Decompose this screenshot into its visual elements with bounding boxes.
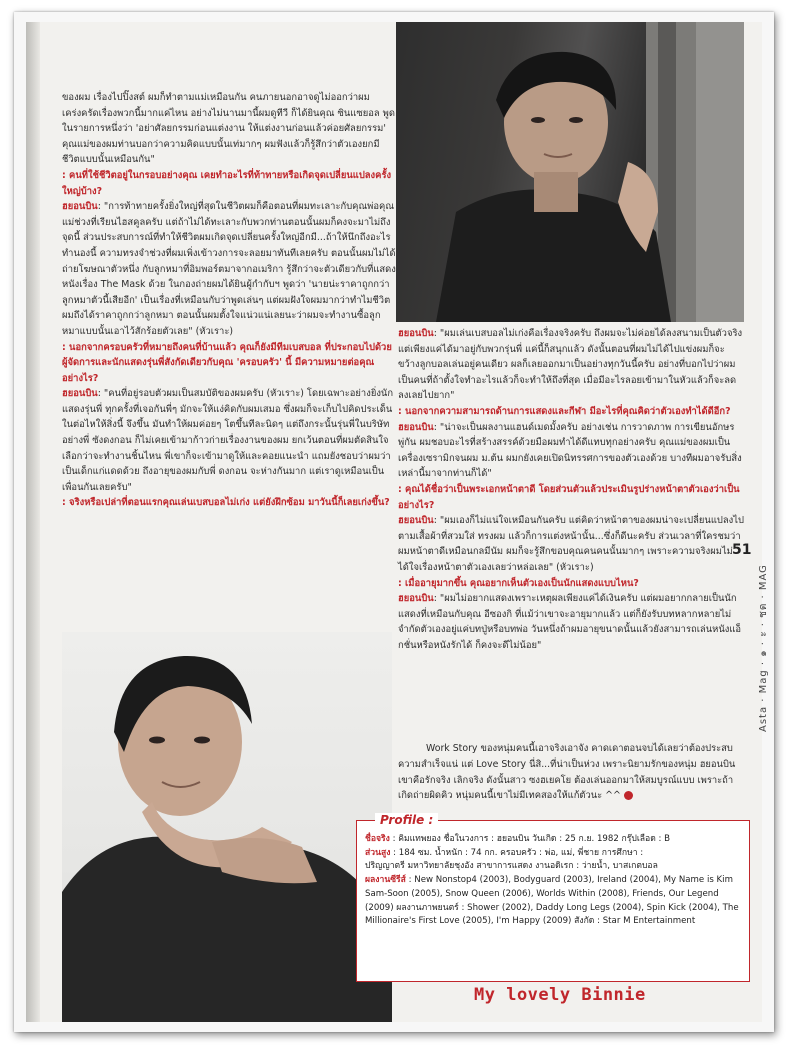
portrait-photo-bottom xyxy=(62,632,392,1022)
profile-title: Profile : xyxy=(375,813,438,827)
answer-text: : "ผมไม่อยากแสดงเพราะเหตุผลเพียงแค่ได้เงินครับ แต่ผมอยากกลายเป็นนักแสดงที่เหมือนกับคุณ อีซองกิ ที่แม้ว่าเขาจะอายุมากแล้ว แต่ก็ยังรับบทหลากหลายไม่จำกัดตัวเองอยู่แค่บทปู่หรือบทพ่อ วันหนึ่งถ้าผมอายุขนาดนั้นแล้วยังสามารถเล่นหนังแอ็กชั่นหรือหนังรักได้ ก็คงจะดีไม่น้อย" xyxy=(398,593,742,651)
left-column xyxy=(62,90,396,511)
profile-value: : 184 ซม. น้ำหนัก : 74 กก. ครอบครัว : พ่อ, แม่, พี่ชาย การศึกษา : xyxy=(390,847,644,858)
question-2 xyxy=(62,340,396,387)
question-text: : นอกจากครอบครัวที่หมายถึงคนที่บ้านแล้ว คุณก็ยังมีทีมเบสบอล ที่ประกอบไปด้วยผู้จัดการและนักแสดงรุ่นพี่สังกัดเดียวกับคุณ 'ครอบครัว' นี้ มีความหมายต่อคุณอย่างไร? xyxy=(62,341,392,384)
side-label-text: Asta · Mag · ๑ · ะ · ชด · MAG xyxy=(758,564,769,732)
answer-7 xyxy=(398,591,744,653)
answer-text: : "น่าจะเป็นผลงานแฮนด์เมดมั้งครับ อย่างเช่น การวาดภาพ การเขียนอักษรพู่กัน ผมชอบอะไรที่สร้างสรรค์ด้วยมือผมทำได้ดีแทบทุกอย่างครับ คุณแม่ของผมเป็นเครื่องเซรามิกจนผม ม.ต้น ผมกยังเคยเปิดนิทรรศการของตัวเองด้วย บางทีผมอาจรับสิ่งเหล่านี้มาจากท่านก็ได้" xyxy=(398,421,742,480)
profile-body xyxy=(365,833,743,929)
answer-6 xyxy=(398,513,744,575)
speaker-label: ฮยอนบิน xyxy=(398,328,434,339)
portrait-photo-top xyxy=(396,22,744,322)
work-story-paragraph xyxy=(398,741,744,803)
portrait-illustration-top xyxy=(396,22,744,322)
question-5 xyxy=(398,404,744,420)
speaker-label: ฮยอนบิน xyxy=(62,388,98,400)
intro-paragraph: ของผม เรื่องไปปิ๊งสต์ ผมก็ทำตามแม่เหมือนกัน คนภายนอกอาจดูไม่ออกว่าผมเคร่งครัดเรื่องพวกนี้มากแค่ไหน อย่างไม่นานมานี้ผมดูทีวี ก็ได้ยินคุณ ซินแซยอล พูดในรายการหนึ่งว่า 'อย่าศัลยกรรมก่อนแต่งงาน ให้แต่งงานก่อนแล้วค่อยศัลยกรรม' คุณแม่ของผมท่านบอกว่าความคิดแบบนั้นเท่มากๆ ผมฟังแล้วก็รู้สึกว่าตัวเองยกมีชีวิตแบบนั้นเหมือนกัน" xyxy=(62,92,395,166)
answer-1 xyxy=(62,199,396,339)
answer-text: : "คนที่อยู่รอบตัวผมเป็นสมบัติของผมครับ (หัวเราะ) โดยเฉพาะอย่างยิ่งนักแสดงรุ่นพี่ ทุกครั้งที่เจอกันพี่ๆ มักจะให้แง่คิดกับผมเสมอ ซึ่งผมก็จะเก็บไปคิดประเด็นในต่อไหให้สิ่งนี้ จึงขึ้น มันทำให้ผมค่อยๆ โตขึ้นทีละนิดๆ แต่ถึงกระนั้นรุ่นพี่ในบริษัทอย่างพี่ ซังดงกอน ก็ไม่เคยเข้ามาก้าวก่ายเรื่องงานของผม ยกเว้นตอนที่ผมตัดสินใจเลือกว่าจะทำงานชิ้นไหน พี่เขาก็จะเข้ามาดูให้และคอยแนะนำ แถมยังชอบว่าผมว่าเป็นเด็กแก่แดดด้วย ถึงอายุของผมกับพี่ ดงกอน จะห่างกันมาก แต่เราดูเหมือนเป็นเพื่อนกันเลยครับ" xyxy=(62,388,394,493)
watermark-text: My lovely Binnie xyxy=(474,985,646,1005)
profile-box xyxy=(356,813,750,982)
speaker-label: ฮยอนบิน xyxy=(398,515,434,527)
question-6 xyxy=(398,482,744,513)
portrait-illustration-bottom xyxy=(62,632,392,1022)
answer-text: : "ผมเล่นเบสบอลไม่เก่งคือเรื่องจริงครับ ถึงผมจะไม่ค่อยได้ลงสนามเป็นตัวจริง แต่เพียงแค่ได้มาอยู่กับพวกรุ่นพี่ แค่นี้ก็สนุกแล้ว ดังนั้นตอนที่ผมไม่ได้ไปแข่งผมก็จะขว้างลูกบอลเล่นอยู่คนเดียว ผลก็เลยออกมาเป็นอย่างทุกวันนี้ครับ อย่างที่บอกไปว่าผมเป็นคนที่ถ้าตั้งใจทำอะไรแล้วก็จะทำให้ถึงที่สุด เมื่อมีอะไรลอยเข้ามาในหัวแล้วก็จะลดลงเลยไปยาก" xyxy=(398,328,743,402)
page-gutter xyxy=(26,22,40,1022)
right-column xyxy=(398,326,744,653)
question-1 xyxy=(62,168,396,199)
answer-text: : "การท้าทายครั้งยิ่งใหญ่ที่สุดในชีวิตผมก็คือตอนที่ผมทะเลาะกับคุณพ่อคุณแม่ช่วงที่เรียนไฮสคูลครับ แต่ถ้าไม่ได้ทะเลาะกับพวกท่านตอนนั้นผมก็คงจะมาไม่ถึงจุดนี้ ส่วนประสบการณ์ที่ทำให้ชีวิตผมเกิดจุดเปลี่ยนครั้งใหญ่อีกมี...ถ้าให้นึกถึงอะไรทำนองนี้ ความทรงจำช่วงที่ผมเพิ่งเข้าวงการจะลอยมาทันทีเลยครับ ตอนนั้นผมไม่ได้ถ่ายโฆษณาตัวหนึ่ง กับลูกหมาที่อิมพอร์ตมาจากอเมริกา รู้สึกว่าจะตัวเดียวกับที่แสดงหนังเรื่อง The Mask ด้วย ในกองถ่ายผมได้ยินผู้กำกับฯ พูดว่า 'นายน่ะราคาถูกกว่าลูกหมาตัวนี้เสียอีก' เป็นเรื่องที่เหมือนกับว่าพูดเล่นๆ แต่ผมฝังใจผมมากว่าทำไมชีวิตผมถึงได้ราคาถูกกว่าลูกหมา ตอนนั้นผมตั้งใจแน่วแน่เลยนะว่าผมจะทำงานซื้อลูกหมาแบบนั้นเอาไว้สักร้อยตัวเลย" (หัวเราะ) xyxy=(62,201,396,337)
magazine-page xyxy=(26,22,769,1022)
profile-value: ปริญญาตรี มหาวิทยาลัยชุงอัง สาขาการแสดง งานอดิเรก : ว่ายน้ำ, บาสเกตบอล xyxy=(365,861,658,872)
profile-value: : New Nonstop4 (2003), Bodyguard (2003), Ireland (2004), My Name is Kim Sam-Soon (2005), Snow Queen (2006), Worlds Within (2008), Friends, Our Legend (2009) ผลงานภาพยนตร์ : Shower (2002), Daddy Long Legs (2004), Spin Kick (2004), The Millionaire's First Love (2005), I'm Happy (2009) สังกัด : Star M Entertainment xyxy=(365,875,739,927)
question-7 xyxy=(398,576,744,592)
profile-label: ส่วนสูง xyxy=(365,847,391,858)
question-text: : คนที่ใช้ชีวิตอยู่ในกรอบอย่างคุณ เคยทำอะไรที่ท้าทายหรือเกิดจุดเปลี่ยนแปลงครั้งใหญ่บ้าง? xyxy=(62,169,392,197)
answer-text: : "ผมเองก็ไม่แน่ใจเหมือนกันครับ แต่คิดว่าหน้าตาของผมน่าจะเปลี่ยนแปลงไปตามเสื้อผ้าที่สวมใส่ ทรงผม แล้วก็การแต่งหน้านั้น...ซึ่งก็ดีนะครับ ส่วนเวลาที่ใครชมว่าผมหน้าตาดีเหมือนกลมีนัม ผมก็จะรู้สึกขอบคุณคนคนนั้นมากๆ เพราะความจริงผมไม่ได้ใจเรื่องหน้าตาตัวเองเลยว่าหล่อเลย" (หัวเราะ) xyxy=(398,515,744,573)
end-mark-icon xyxy=(624,791,633,800)
question-3 xyxy=(62,495,396,511)
answer-5 xyxy=(398,420,744,482)
profile-label: ผลงานซีรีส์ xyxy=(365,875,406,886)
profile-label: ชื่อจริง xyxy=(365,834,390,844)
page-number: 51 xyxy=(732,542,752,558)
work-story-text: Work Story ของหนุ่มคนนี้เอาจริงเอาจัง คาดเดาตอนจบได้เลยว่าต้องประสบความสำเร็จแน่ แต่ Love Story นี่สิ...ที่น่าเป็นห่วง เพราะนิยามรักของหนุ่ม ฮยอนบิน เขาคือรักจริง เลิกจริง ดังนั้นสาว ซงฮเยคโย ต้องเล่นออกมาให้สมบูรณ์แบบ เพราะถ้าเกิดถ่ายผิดคิว หนุ่มคนนี้เขาไม่มีเทคสองให้แก้ตัวนะ ^^ xyxy=(398,743,736,802)
answer-2 xyxy=(62,386,396,495)
speaker-label: ฮยอนบิน xyxy=(62,201,98,213)
profile-value: : คิมแทพยอง ชื่อในวงการ : ฮยอนบิน วันเกิด : 25 ก.ย. 1982 กรุ๊ปเลือด : B xyxy=(389,834,671,844)
speaker-label: ฮยอนบิน xyxy=(398,593,434,605)
question-text: : นอกจากความสามารถด้านการแสดงและกีฬา มีอะไรที่คุณคิดว่าตัวเองทำได้ดีอีก? xyxy=(398,405,731,417)
side-magazine-label xyxy=(726,492,769,752)
answer-4 xyxy=(398,326,744,404)
question-text: : เมื่ออายุมากขึ้น คุณอยากเห็นตัวเองเป็นนักแสดงแบบไหน? xyxy=(398,577,639,589)
question-text: : จริงหรือเปล่าที่ตอนแรกคุณเล่นเบสบอลไม่เก่ง แต่ยังฝึกซ้อม มาวันนี้ก็เลยเก่งขึ้น? xyxy=(62,497,390,509)
speaker-label: ฮยอนบิน xyxy=(398,421,434,433)
question-text: : คุณได้ชื่อว่าเป็นพระเอกหน้าตาดี โดยส่วนตัวแล้วประเมินรูปร่างหน้าตาตัวเองว่าเป็นอย่างไร? xyxy=(398,483,740,511)
